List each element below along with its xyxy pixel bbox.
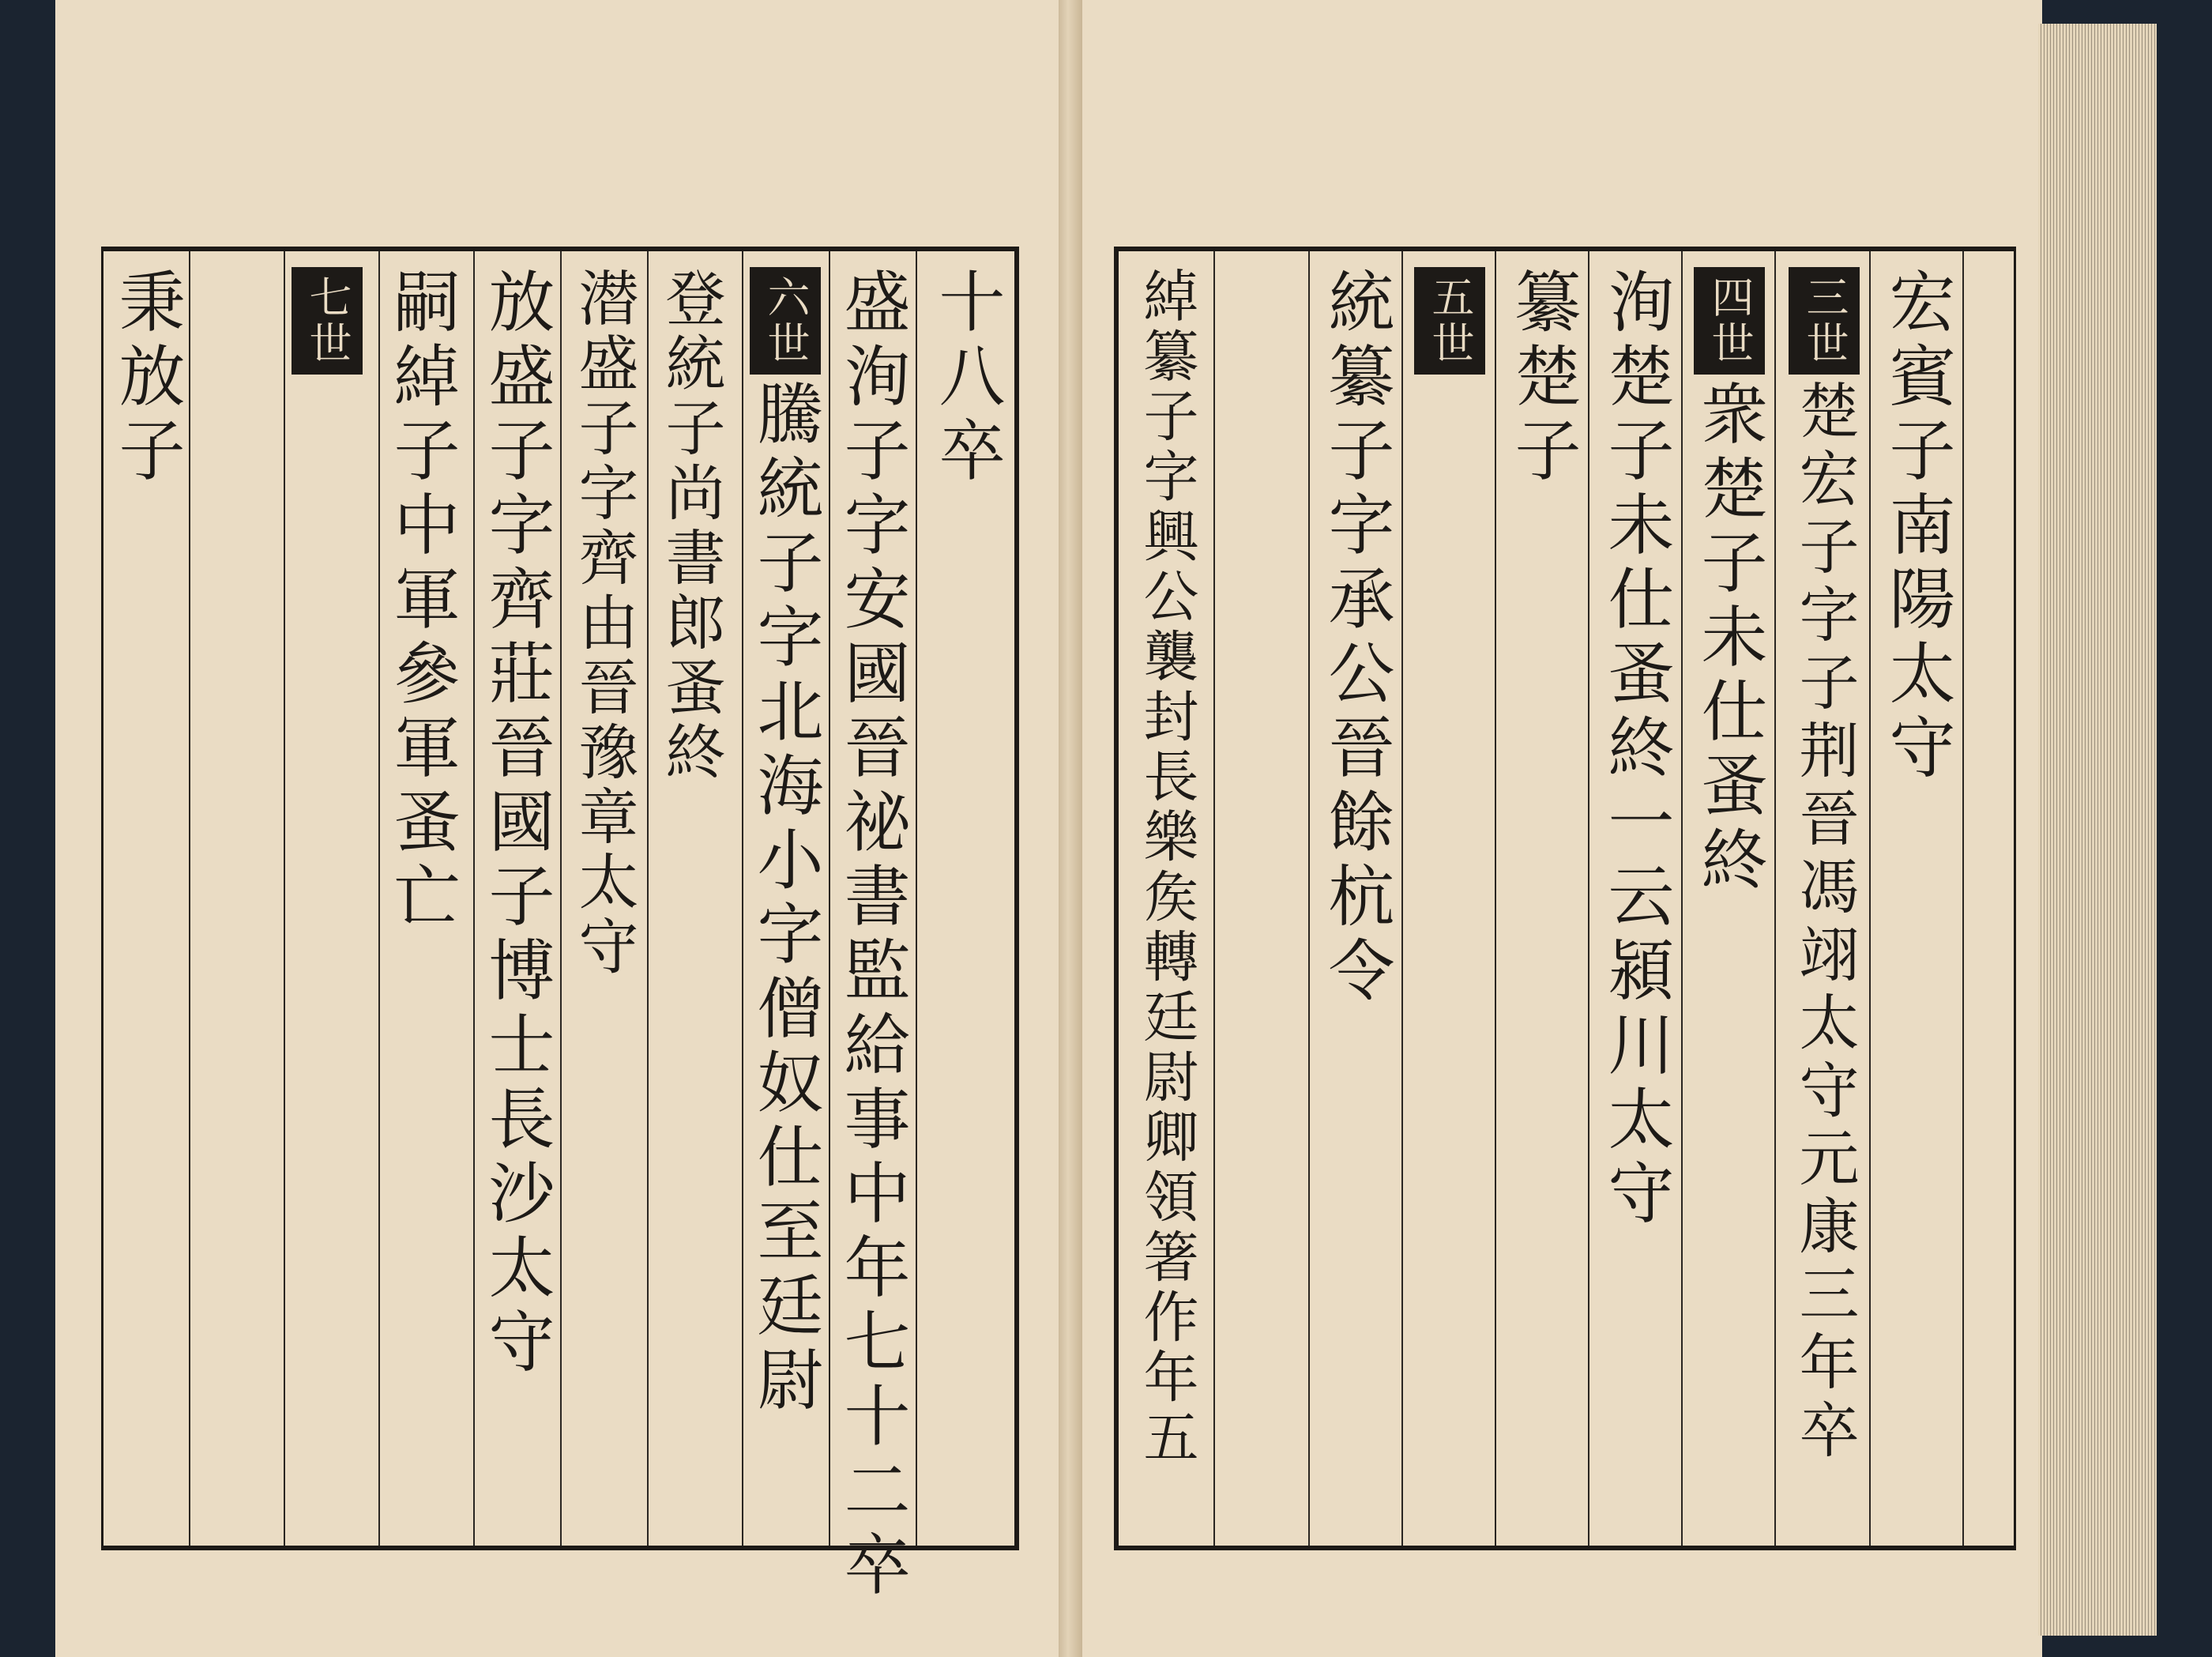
page-edges [2038,24,2157,1636]
column [1781,267,1868,1467]
column [1406,267,1493,379]
column [829,267,916,1604]
column-text: 秉放子 [108,267,186,490]
column [1123,267,1210,1468]
column-text: 十八卒 [928,267,1006,490]
left-text-frame [101,247,1019,1604]
column [1874,267,1961,787]
generation-label: 六世 [750,267,821,375]
column-text: 嗣綽子中軍參軍蚤亡 [383,267,461,936]
generation-label: 四世 [1694,267,1765,375]
column [647,267,734,785]
column [560,267,647,980]
column [103,267,190,490]
column-text: 登統子尚書郎蚤終 [656,267,726,785]
column-text: 統纂子字承公晉餘杭令 [1318,267,1395,1010]
column-text: 綽纂子字興公襲封長樂矦轉廷尉卿領箸作年五 [1134,267,1199,1468]
column-text: 楚宏子字子荆晉馮翊太守元康三年卒 [1789,379,1860,1467]
column-text: 洵楚子未仕蚤終一云潁川太守 [1597,267,1675,1233]
book-spine [1059,0,1082,1657]
column-text: 宏賓子南陽太守 [1879,267,1956,787]
column-text: 盛洵子字安國晉祕書監給事中年七十二卒 [833,267,911,1604]
column [924,267,1010,490]
column [473,267,560,1381]
column-text: 騰統子字北海小字僧奴仕至廷尉 [747,379,824,1419]
column [284,267,371,379]
column-text: 纂楚子 [1504,267,1582,490]
column [742,267,829,1419]
generation-label: 七世 [292,267,363,375]
column-text: 潜盛子字齊由晉豫章太守 [569,267,639,980]
column-text: 衆楚子未仕蚤終 [1691,379,1768,899]
column-text: 放盛子字齊莊晉國子博士長沙太守 [478,267,555,1381]
column [1313,267,1400,1010]
generation-label: 五世 [1414,267,1485,375]
column [1686,267,1773,899]
generation-label: 三世 [1789,267,1860,375]
column [378,267,465,936]
column [1593,267,1680,1233]
column [1499,267,1586,490]
right-text-frame [1114,247,2016,1550]
